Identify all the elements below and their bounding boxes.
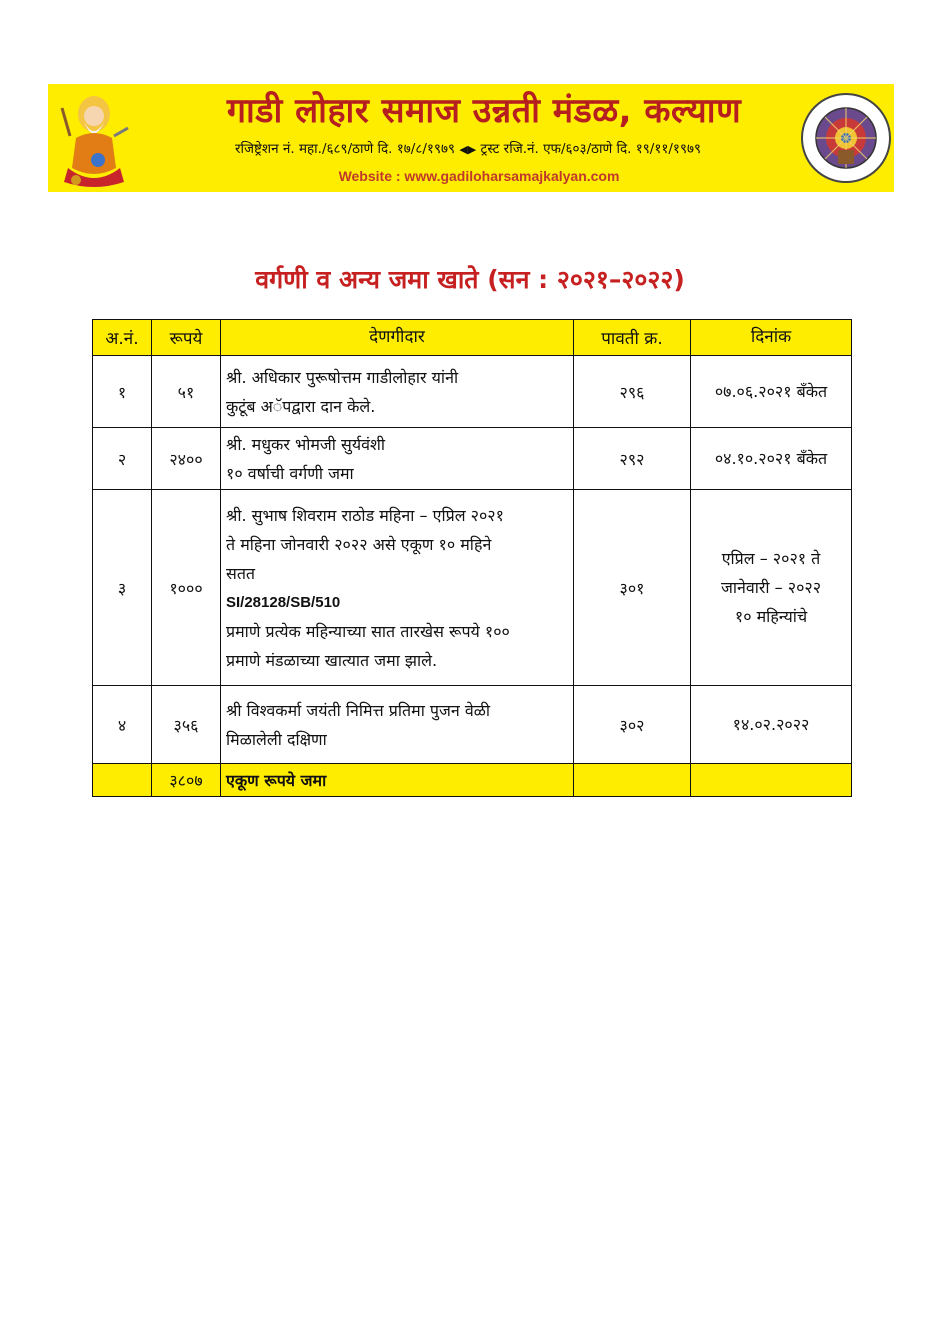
row-receipt: ३०२ xyxy=(574,686,691,764)
donor-line: प्रमाणे प्रत्येक महिन्याच्या सात तारखेस रूपये १०० xyxy=(226,621,510,641)
row-amount: ३५६ xyxy=(152,686,221,764)
row-amount: ५१ xyxy=(152,356,221,428)
total-serial-empty xyxy=(93,764,152,797)
table-row xyxy=(93,428,852,490)
donor-reference-number: SI/28128/SB/510 xyxy=(226,593,341,611)
page-heading: वर्गणी व अन्य जमा खाते (सन : २०२१–२०२२) xyxy=(255,265,685,294)
total-date-empty xyxy=(691,764,852,797)
row-donor xyxy=(221,356,574,428)
row-receipt: २९६ xyxy=(574,356,691,428)
row-amount: २४०० xyxy=(152,428,221,490)
donor-line: सतत xyxy=(226,563,256,583)
header-receipt: पावती क्र. xyxy=(574,320,691,356)
total-receipt-empty xyxy=(574,764,691,797)
donor-line: प्रमाणे मंडळाच्या खात्यात जमा झाले. xyxy=(226,650,438,670)
total-amount: ३८०७ xyxy=(152,764,221,797)
header-donor: देणगीदार xyxy=(221,320,574,356)
donor-line: कुटूंब अॅपद्वारा दान केले. xyxy=(226,396,376,416)
website-url: Website : www.gadiloharsamajkalyan.com xyxy=(338,168,620,184)
row-date: ०७.०६.२०२१ बँकेत xyxy=(691,356,852,428)
table-row xyxy=(93,490,852,686)
trust-registration-number: ट्रस्ट रजि.नं. एफ/६०३/ठाणे दि. १९/११/१९७९ xyxy=(480,141,702,157)
donor-line: श्री. सुभाष शिवराम राठोड महिना – एप्रिल २०२१ xyxy=(226,505,504,525)
header-amount: रूपये xyxy=(152,320,221,356)
row-serial: ४ xyxy=(93,686,152,764)
total-label: एकूण रूपये जमा xyxy=(221,764,574,797)
row-donor xyxy=(221,490,574,686)
header-banner xyxy=(48,84,894,192)
table-header-row xyxy=(93,320,852,356)
organization-name: गाडी लोहार समाज उन्नती मंडळ, कल्याण xyxy=(226,91,742,131)
date-line: एप्रिल – २०२१ ते xyxy=(721,549,821,568)
row-serial: ३ xyxy=(93,490,152,686)
organization-seal-logo xyxy=(800,90,892,186)
row-receipt: ३०१ xyxy=(574,490,691,686)
registration-line xyxy=(118,139,818,157)
total-row xyxy=(93,764,852,797)
separator-arrows-icon: ◀▶ xyxy=(459,143,477,156)
registration-number: रजिष्ट्रेशन नं. महा./६८९/ठाणे दि. १७/८/१९७९ xyxy=(234,141,456,157)
header-serial: अ.नं. xyxy=(93,320,152,356)
donor-line: मिळालेली दक्षिणा xyxy=(226,729,327,749)
row-amount: १००० xyxy=(152,490,221,686)
row-donor xyxy=(221,686,574,764)
row-donor xyxy=(221,428,574,490)
donor-line: श्री. मधुकर भोमजी सुर्यवंशी xyxy=(226,434,386,454)
header-date: दिनांक xyxy=(691,320,852,356)
donor-line: श्री विश्वकर्मा जयंती निमित्त प्रतिमा पुजन वेळी xyxy=(226,700,491,720)
row-serial: १ xyxy=(93,356,152,428)
row-date xyxy=(691,490,852,686)
donor-line: १० वर्षाची वर्गणी जमा xyxy=(226,463,354,483)
row-serial: २ xyxy=(93,428,152,490)
table-row xyxy=(93,356,852,428)
date-line: १० महिन्यांचे xyxy=(734,607,808,626)
donor-line: श्री. अधिकार पुरूषोत्तम गाडीलोहार यांनी xyxy=(226,367,459,387)
table-row xyxy=(93,686,852,764)
donor-line: ते महिना जोनवारी २०२२ असे एकूण १० महिने xyxy=(226,534,492,554)
row-date: ०४.१०.२०२१ बँकेत xyxy=(691,428,852,490)
date-line: जानेवारी – २०२२ xyxy=(720,578,822,597)
contributions-table xyxy=(92,319,852,797)
row-date: १४.०२.२०२२ xyxy=(691,686,852,764)
row-receipt: २९२ xyxy=(574,428,691,490)
